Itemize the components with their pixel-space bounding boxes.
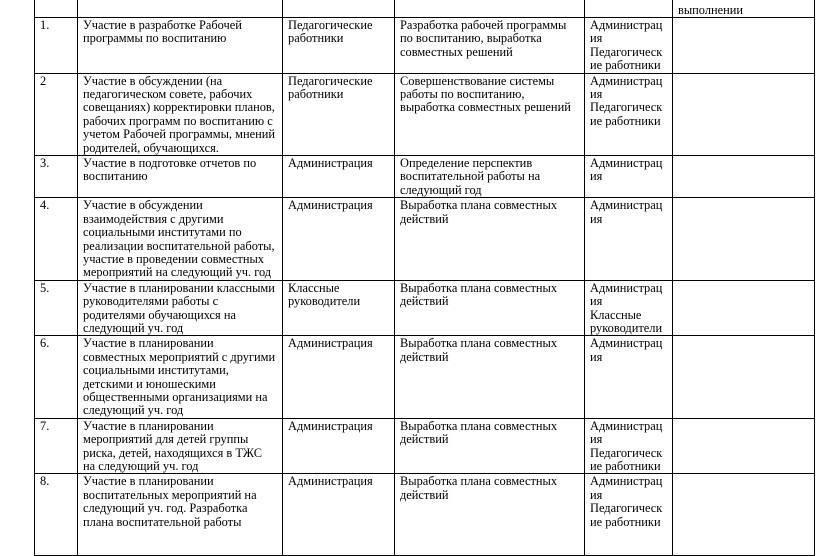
responsible-line: Педагогические работники [590, 501, 663, 529]
activity-cell: Участие в обсуждении взаимодействия с другими социальными институтами по реализации воспитательной работы, участие в проведении совместных мероприятий на следующий уч. год [78, 198, 283, 280]
row-number: 6. [35, 336, 78, 418]
completion-cell [673, 280, 815, 336]
table-row [35, 198, 815, 280]
result-cell: Выработка плана совместных действий [395, 336, 585, 418]
result-cell: Выработка плана совместных действий [395, 198, 585, 280]
responsible-line: Администрация [590, 336, 663, 364]
responsible-cell [585, 336, 673, 418]
responsible-cell [585, 73, 673, 155]
responsible-line: Педагогические работники [590, 44, 663, 73]
activity-cell: Участие в планировании мероприятий для детей группы риска, детей, находящихся в ТЖС на следующий уч. год [78, 418, 283, 474]
activity-cell: Участие в подготовке отчетов по воспитанию [78, 156, 283, 198]
responsible-line: Администрация [590, 156, 663, 184]
row-number: 3. [35, 156, 78, 198]
table-row [35, 280, 815, 336]
result-cell: Определение перспектив воспитательной работы на следующий год [395, 156, 585, 198]
result-cell: Разработка рабочей программы по воспитанию, выработка совместных решений [395, 18, 585, 74]
participants-cell: Администрация [283, 198, 395, 280]
completion-cell [673, 18, 815, 74]
header-cell [78, 0, 283, 18]
table-row [35, 156, 815, 198]
activity-cell: Участие в разработке Рабочей программы по воспитанию [78, 18, 283, 74]
activity-cell: Участие в обсуждении (на педагогическом совете, рабочих совещаниях) корректировки планов, рабочих программ по воспитанию с учетом Рабочей программы, мнений родителей, обучающихся. [78, 73, 283, 155]
table-row [35, 474, 815, 556]
completion-cell [673, 418, 815, 474]
row-number: 2 [35, 73, 78, 155]
row-number: 7. [35, 418, 78, 474]
header-row [35, 0, 815, 18]
header-cell [585, 0, 673, 18]
activities-table [34, 0, 815, 556]
result-cell: Выработка плана совместных действий [395, 280, 585, 336]
table-row [35, 73, 815, 155]
participants-cell: Педагогические работники [283, 73, 395, 155]
activity-cell: Участие в планировании классными руководителями работы с родителями обучающихся на следующий уч. год [78, 280, 283, 336]
responsible-line: Администрация [590, 418, 663, 447]
participants-cell: Классные руководители [283, 280, 395, 336]
completion-cell [673, 156, 815, 198]
completion-cell [673, 73, 815, 155]
row-number: 8. [35, 474, 78, 556]
header-cell [283, 0, 395, 18]
responsible-line: Педагогические работники [590, 100, 663, 128]
responsible-cell [585, 198, 673, 280]
result-cell: Выработка плана совместных действий [395, 474, 585, 556]
responsible-line: Педагогические работники [590, 445, 663, 473]
responsible-cell [585, 418, 673, 474]
participants-cell: Администрация [283, 156, 395, 198]
responsible-line: Классные руководители [590, 307, 663, 335]
header-cell [35, 0, 78, 18]
participants-cell: Администрация [283, 474, 395, 556]
table-row [35, 418, 815, 474]
responsible-line: Администрация [590, 474, 663, 502]
row-number: 5. [35, 280, 78, 336]
activity-cell: Участие в планировании воспитательных мероприятий на следующий уч. год. Разработка плана воспитательной работы [78, 474, 283, 556]
table-row [35, 336, 815, 418]
header-cell-completion: выполнении [673, 0, 815, 18]
completion-cell [673, 474, 815, 556]
responsible-cell [585, 280, 673, 336]
activity-cell: Участие в планировании совместных мероприятий с другими социальными институтами, детскими и юношескими общественными организациями на следующий уч. год [78, 336, 283, 418]
table-row [35, 18, 815, 74]
result-cell: Выработка плана совместных действий [395, 418, 585, 474]
responsible-cell [585, 474, 673, 556]
participants-cell: Администрация [283, 336, 395, 418]
responsible-line: Администрация [590, 73, 663, 102]
completion-cell [673, 198, 815, 280]
participants-cell: Администрация [283, 418, 395, 474]
responsible-line: Администрация [590, 198, 663, 226]
row-number: 1. [35, 18, 78, 74]
row-number: 4. [35, 198, 78, 280]
result-cell: Совершенствование системы работы по воспитанию, выработка совместных решений [395, 73, 585, 155]
responsible-line: Администрация [590, 280, 663, 309]
responsible-cell [585, 18, 673, 74]
participants-cell: Педагогические работники [283, 18, 395, 74]
responsible-cell [585, 156, 673, 198]
responsible-line: Администрация [590, 18, 663, 46]
header-cell [395, 0, 585, 18]
completion-cell [673, 336, 815, 418]
